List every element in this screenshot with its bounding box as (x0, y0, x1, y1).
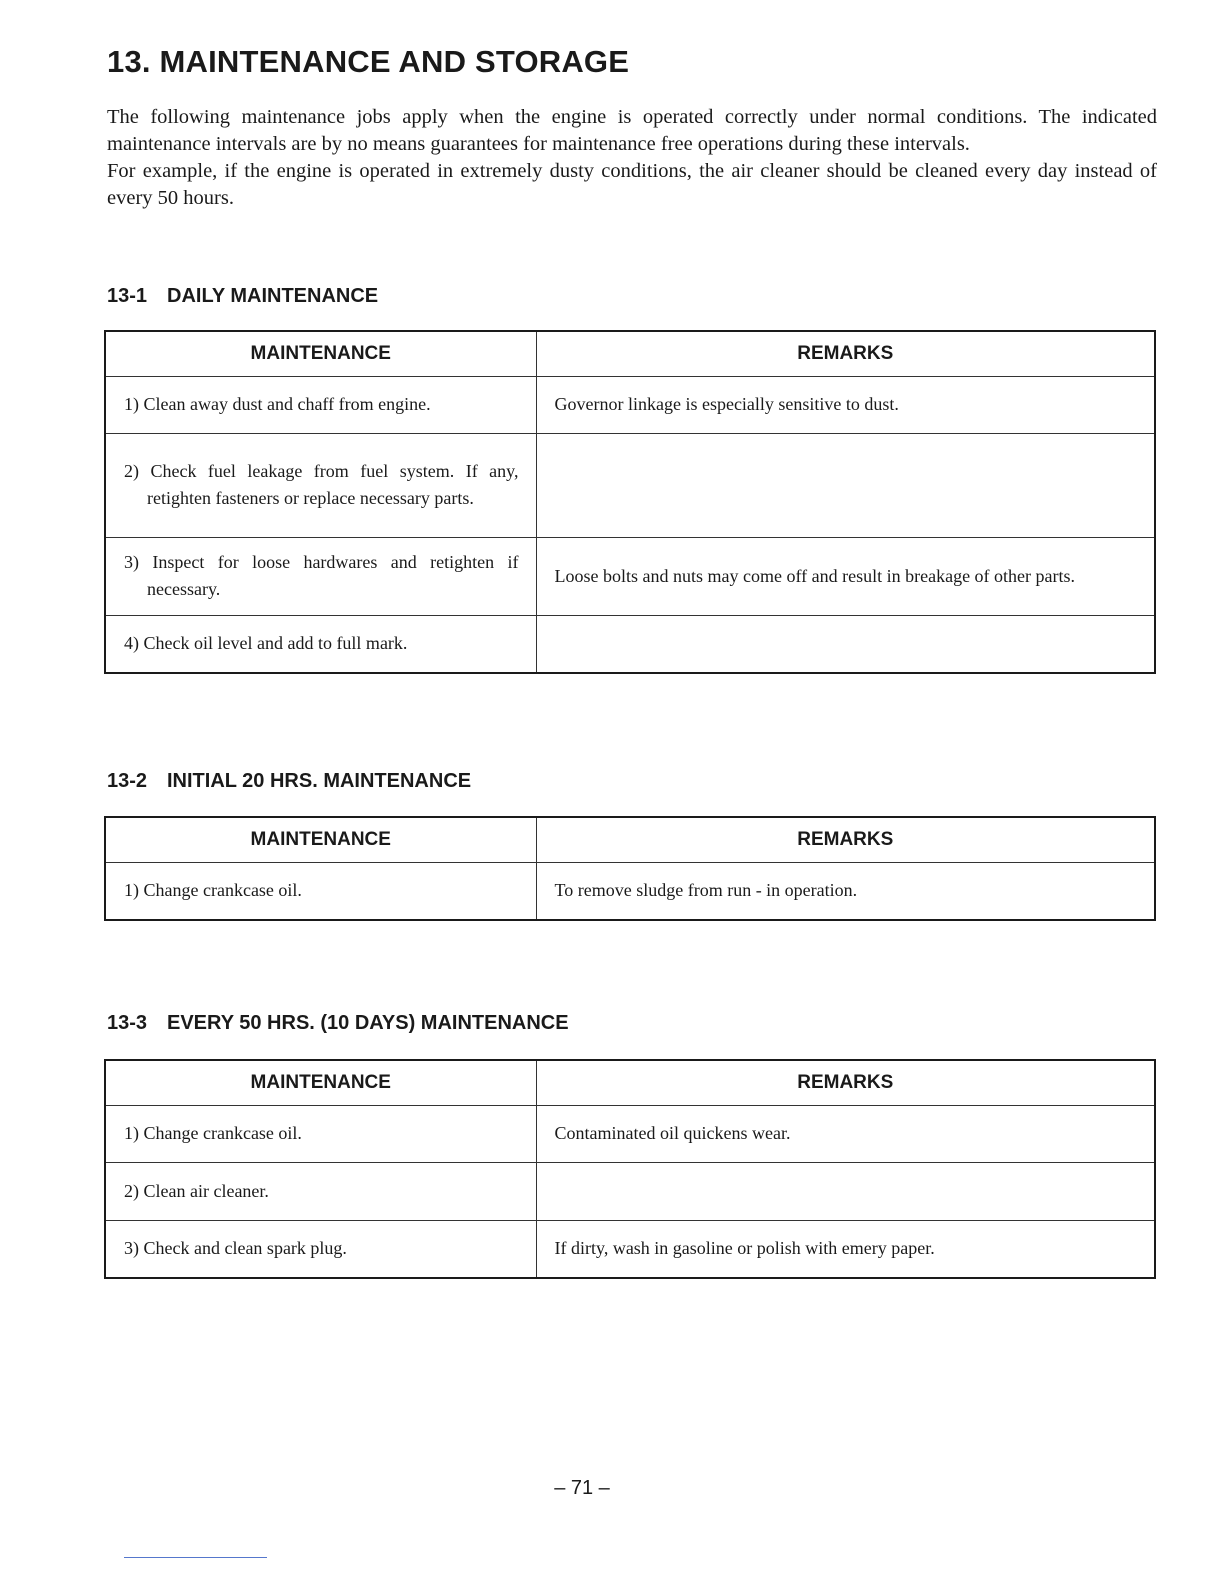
remarks-cell: Contaminated oil quickens wear. (536, 1106, 1155, 1163)
intro-paragraph-2: For example, if the engine is operated in extremely dusty conditions, the air cleaner should be cleaned every day instead of every 50 hours. (107, 160, 1157, 209)
maintenance-cell: 2) Clean air cleaner. (105, 1163, 536, 1221)
section-heading-daily (107, 285, 378, 308)
footer-rule (124, 1557, 267, 1558)
section-number: 13-1 (107, 285, 148, 307)
every-50-hrs-table (104, 1059, 1156, 1279)
remarks-column-header: REMARKS (536, 817, 1155, 863)
section-number: 13-3 (107, 1012, 148, 1034)
section-title: INITIAL 20 HRS. MAINTENANCE (167, 770, 472, 792)
maintenance-cell: 3) Inspect for loose hardwares and retighten if necessary. (105, 538, 536, 616)
intro-paragraph-1: The following maintenance jobs apply when the engine is operated correctly under normal conditions. The indicated maintenance intervals are by no means guarantees for maintenance free operations during these intervals. (107, 106, 1157, 155)
section-number: 13-2 (107, 770, 148, 792)
maintenance-column-header: MAINTENANCE (105, 817, 536, 863)
maintenance-cell: 1) Change crankcase oil. (105, 863, 536, 920)
table-header-row (105, 1060, 1155, 1106)
remarks-column-header: REMARKS (536, 331, 1155, 377)
table-row (105, 1106, 1155, 1163)
table-header-row (105, 817, 1155, 863)
maintenance-cell: 2) Check fuel leakage from fuel system. If any, retighten fasteners or replace necessary parts. (105, 434, 536, 538)
table-row (105, 538, 1155, 616)
table-row (105, 616, 1155, 673)
remarks-cell: Loose bolts and nuts may come off and result in breakage of other parts. (536, 538, 1155, 616)
remarks-cell (536, 1163, 1155, 1221)
section-title: DAILY MAINTENANCE (167, 285, 379, 307)
maintenance-cell: 3) Check and clean spark plug. (105, 1221, 536, 1278)
table-row (105, 1163, 1155, 1221)
maintenance-cell: 4) Check oil level and add to full mark. (105, 616, 536, 673)
maintenance-column-header: MAINTENANCE (105, 1060, 536, 1106)
table-header-row (105, 331, 1155, 377)
maintenance-column-header: MAINTENANCE (105, 331, 536, 377)
maintenance-cell: 1) Clean away dust and chaff from engine. (105, 377, 536, 434)
section-heading-every-50-hrs (107, 1012, 569, 1035)
page-title: 13. MAINTENANCE AND STORAGE (107, 44, 630, 79)
remarks-cell: If dirty, wash in gasoline or polish with emery paper. (536, 1221, 1155, 1278)
page-number: – 71 – (554, 1477, 610, 1499)
remarks-column-header: REMARKS (536, 1060, 1155, 1106)
remarks-cell: Governor linkage is especially sensitive to dust. (536, 377, 1155, 434)
table-row (105, 863, 1155, 920)
section-title: EVERY 50 HRS. (10 DAYS) MAINTENANCE (167, 1012, 569, 1034)
remarks-cell: To remove sludge from run - in operation. (536, 863, 1155, 920)
remarks-cell (536, 616, 1155, 673)
intro-text (107, 104, 1157, 212)
section-heading-initial-20-hrs (107, 770, 471, 793)
table-row (105, 434, 1155, 538)
maintenance-cell: 1) Change crankcase oil. (105, 1106, 536, 1163)
remarks-cell (536, 434, 1155, 538)
table-row (105, 377, 1155, 434)
daily-maintenance-table (104, 330, 1156, 674)
table-row (105, 1221, 1155, 1278)
initial-20-hrs-table (104, 816, 1156, 921)
